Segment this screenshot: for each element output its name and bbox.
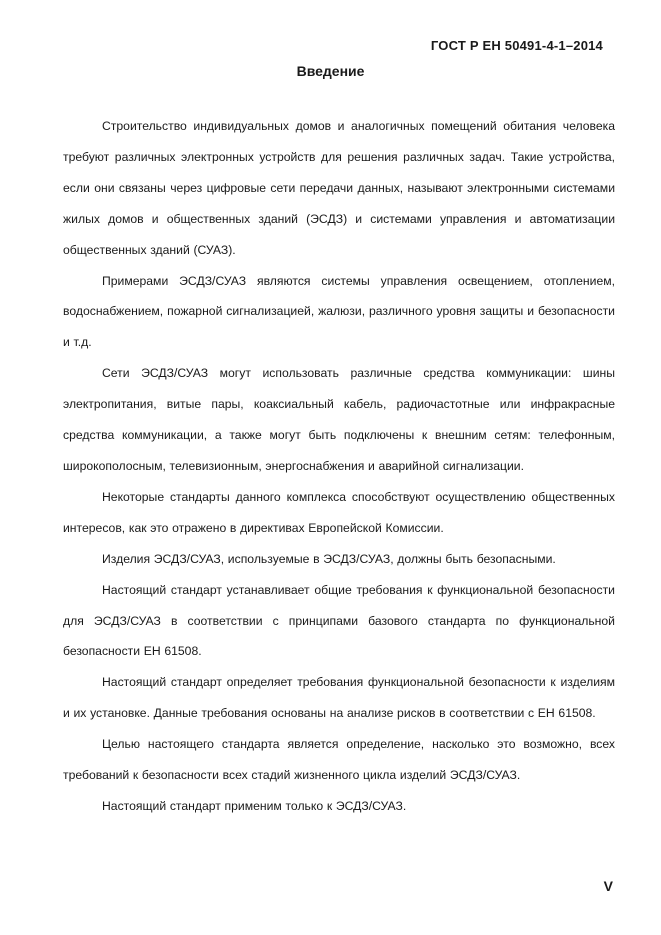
paragraph: Целью настоящего стандарта является определение, насколько это возможно, всех требований к безопасности всех стадий жизненного цикла изделий ЭСДЗ/СУАЗ. [63, 737, 615, 783]
paragraph: Настоящий стандарт применим только к ЭСДЗ/СУАЗ. [102, 798, 407, 813]
paragraph: Строительство индивидуальных домов и аналогичных помещений обитания человека требуют различных электронных устройств для решения различных задач. Такие устройства, если они связаны через цифровые сети передачи данных, называют электронными системами жилых домов и общественных зданий (ЭСДЗ) и системами управления и автоматизации общественных зданий (СУАЗ). [63, 119, 615, 257]
paragraph: Примерами ЭСДЗ/СУАЗ являются системы управления освещением, отоплением, водоснабжением, пожарной сигнализацией, жалюзи, различного уровня защиты и безопасности и т.д. [63, 273, 615, 350]
body-text [63, 111, 615, 822]
standard-code-header: ГОСТ Р ЕН 50491-4-1–2014 [430, 38, 603, 53]
paragraph: Настоящий стандарт определяет требования функциональной безопасности к изделиям и их установке. Данные требования основаны на анализе рисков в соответствии с ЕН 61508. [63, 675, 615, 721]
paragraph: Сети ЭСДЗ/СУАЗ могут использовать различные средства коммуникации: шины электропитания, витые пары, коаксиальный кабель, радиочастотные или инфракрасные средства коммуникации, а также могут быть подключены к внешним сетям: телефонным, широкополосным, телевизионным, энергоснабжения и аварийной сигнализации. [63, 366, 615, 473]
page-number: V [603, 878, 613, 894]
paragraph: Настоящий стандарт устанавливает общие требования к функциональной безопасности для ЭСДЗ/СУАЗ в соответствии с принципами базового стандарта по функциональной безопасности ЕН 61508. [63, 582, 615, 659]
paragraph: Некоторые стандарты данного комплекса способствуют осуществлению общественных интересов, как это отражено в директивах Европейской Комиссии. [63, 489, 615, 535]
section-title: Введение [296, 63, 365, 79]
paragraph: Изделия ЭСДЗ/СУАЗ, используемые в ЭСДЗ/СУАЗ, должны быть безопасными. [102, 551, 556, 566]
